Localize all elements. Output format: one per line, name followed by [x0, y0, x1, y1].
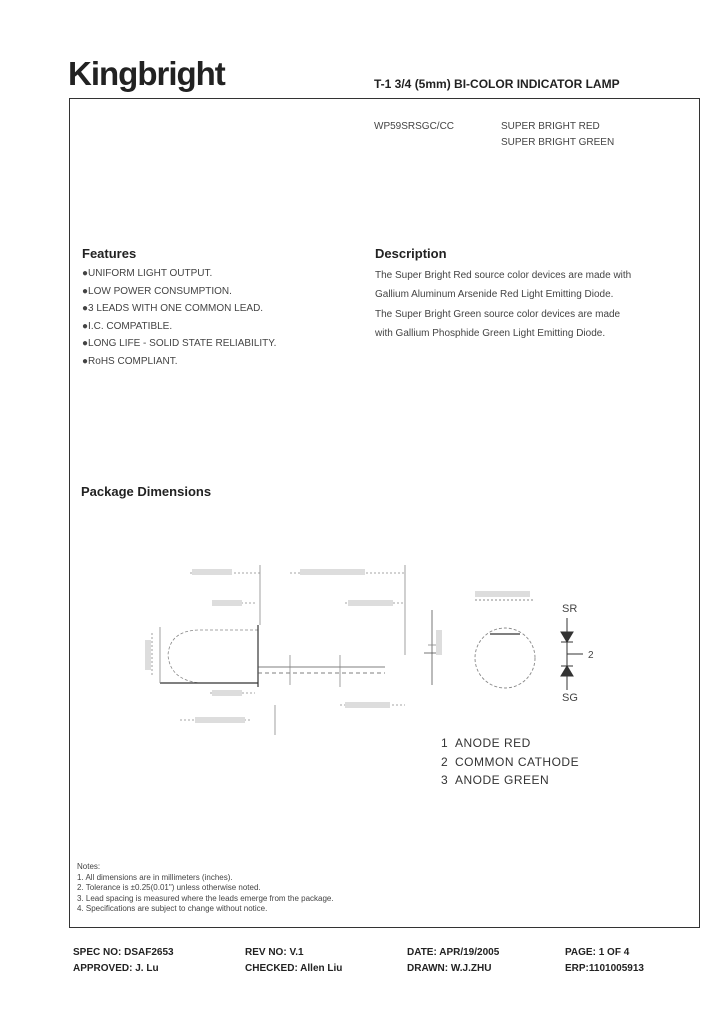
brand-logo: Kingbright — [68, 55, 225, 92]
part-number: WP59SRSGC/CC — [374, 121, 455, 132]
schematic-top-label: SR — [562, 603, 578, 615]
spec-date: DATE: APR/19/2005 — [407, 947, 500, 958]
approved-by: APPROVED: J. Lu — [73, 963, 159, 974]
drawn-by: DRAWN: W.J.ZHU — [407, 963, 492, 974]
pin-item: 2 COMMON CATHODE — [441, 754, 580, 769]
feature-item: ●RoHS COMPLIANT. — [82, 355, 178, 367]
features-heading: Features — [82, 246, 137, 261]
features-list — [82, 265, 276, 370]
erp-number: ERP:1101005913 — [565, 963, 644, 974]
page-number: PAGE: 1 OF 4 — [565, 947, 630, 958]
checked-by: CHECKED: Allen Liu — [245, 963, 343, 974]
description-line: Gallium Aluminum Arsenide Red Light Emitting Diode. — [375, 289, 614, 301]
schematic-diagram — [555, 618, 587, 690]
color-red: SUPER BRIGHT RED — [501, 121, 600, 132]
document-title: T-1 3/4 (5mm) BI-COLOR INDICATOR LAMP — [374, 77, 620, 91]
diode-green-icon — [561, 666, 573, 676]
description-line: with Gallium Phosphide Green Light Emitting Diode. — [375, 327, 606, 339]
spec-number: SPEC NO: DSAF2653 — [73, 947, 174, 958]
feature-item: ●LONG LIFE - SOLID STATE RELIABILITY. — [82, 338, 277, 349]
content-frame — [69, 98, 700, 928]
schematic-bottom-label: SG — [562, 692, 578, 704]
feature-item: ●LOW POWER CONSUMPTION. — [82, 285, 232, 297]
description-line: The Super Bright Red source color devices are made with — [375, 270, 632, 281]
description-line: The Super Bright Green source color devices are made — [375, 308, 621, 320]
feature-item: ●3 LEADS WITH ONE COMMON LEAD. — [82, 303, 264, 314]
note-item: 3. Lead spacing is measured where the leads emerge from the package. — [77, 893, 334, 903]
pin-item: 3 ANODE GREEN — [441, 773, 550, 787]
package-drawing — [140, 555, 550, 745]
description-heading: Description — [375, 246, 447, 261]
schematic-pin-label: 2 — [588, 650, 594, 661]
pin-item: 1 ANODE RED — [441, 736, 531, 750]
dimension-marks — [145, 569, 530, 723]
note-item: 2. Tolerance is ±0.25(0.01") unless otherwise noted. — [77, 883, 261, 892]
notes-title: Notes: — [77, 862, 101, 871]
package-heading: Package Dimensions — [81, 484, 212, 499]
led-side-view — [152, 565, 440, 735]
revision-number: REV NO: V.1 — [245, 947, 304, 958]
note-item: 1. All dimensions are in millimeters (inches). — [77, 872, 233, 882]
note-item: 4. Specifications are subject to change without notice. — [77, 904, 268, 913]
pin-list — [441, 734, 579, 790]
notes — [77, 862, 334, 915]
feature-item: ●UNIFORM LIGHT OUTPUT. — [82, 268, 213, 279]
color-green: SUPER BRIGHT GREEN — [501, 137, 615, 148]
diode-red-icon — [561, 632, 573, 642]
description-text — [375, 266, 631, 343]
feature-item: ●I.C. COMPATIBLE. — [82, 320, 173, 332]
led-top-view — [475, 600, 535, 688]
